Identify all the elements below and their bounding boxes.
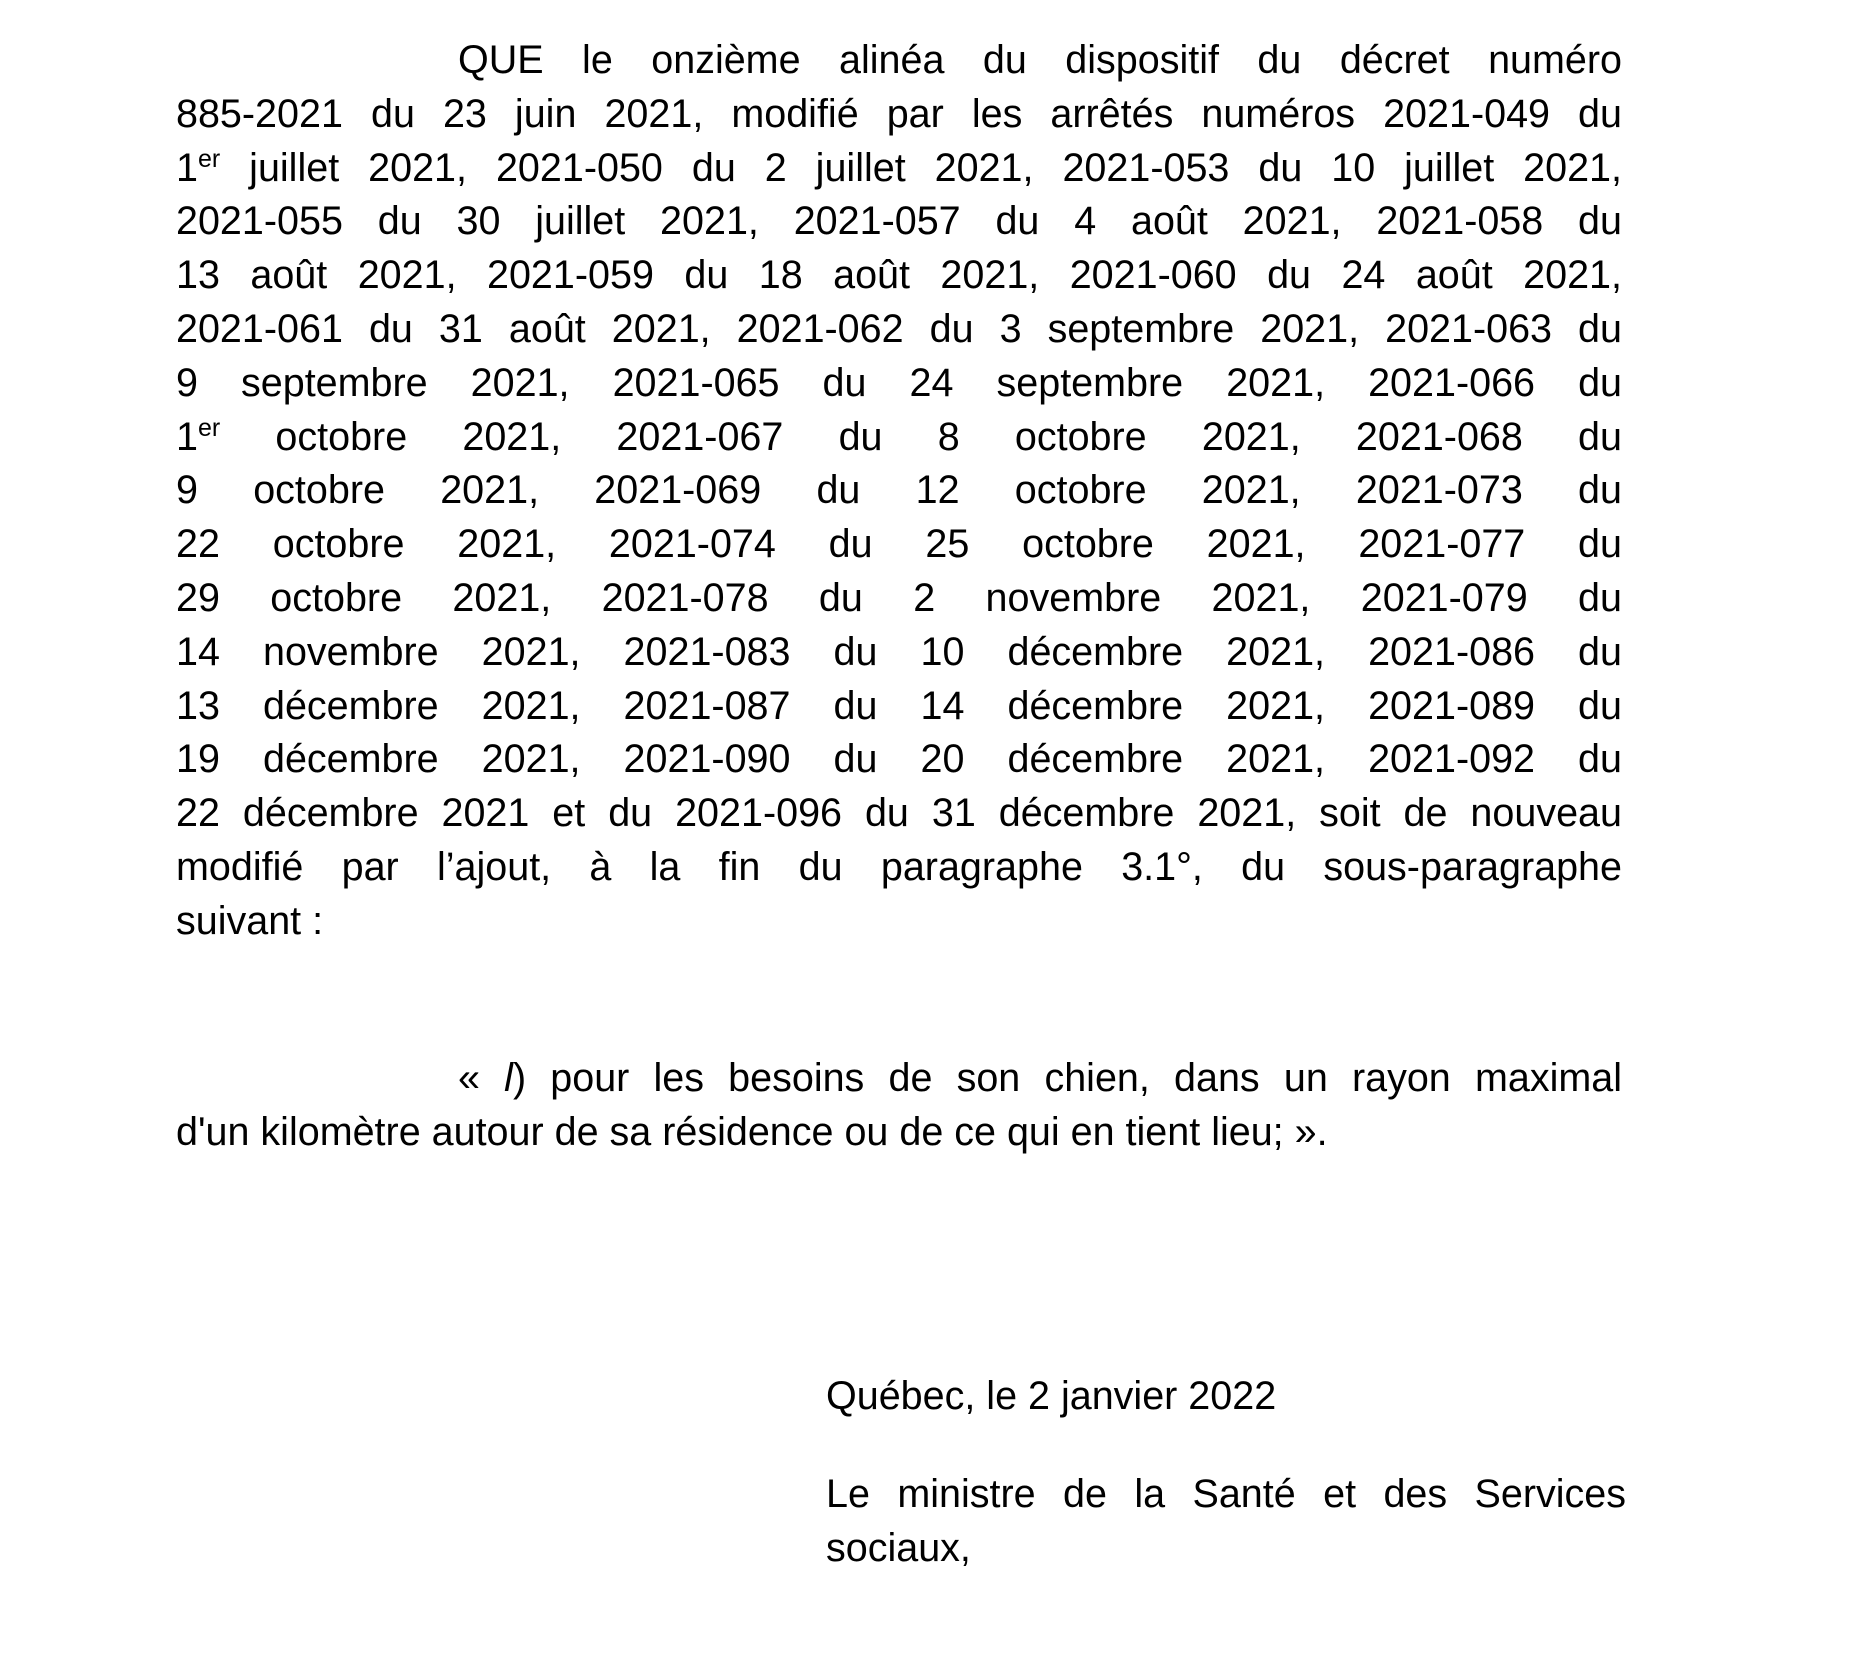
decree-line: 885-2021 du 23 juin 2021, modifié par les arrêtés numéros 2021-049 du (176, 91, 1622, 136)
decree-line: suivant : (176, 898, 324, 943)
decree-line: 22 décembre 2021 et du 2021-096 du 31 décembre 2021, soit de nouveau (176, 791, 1622, 836)
decree-line: 9 octobre 2021, 2021-069 du 12 octobre 2021, 2021-073 du (176, 468, 1622, 513)
subparagraph-letter: l (504, 1056, 513, 1100)
decree-line: 9 septembre 2021, 2021-065 du 24 septembre 2021, 2021-066 du (176, 360, 1622, 405)
decree-line-text: octobre 2021, 2021-067 du 8 octobre 2021, 2021-068 du (220, 414, 1622, 459)
decree-line: QUE le onzième alinéa du dispositif du décret numéro (458, 38, 1622, 82)
ordinal-suffix: er (197, 413, 221, 442)
decree-line-text: juillet 2021, 2021-050 du 2 juillet 2021, 2021-053 du 10 juillet 2021, (220, 145, 1622, 190)
minister-line: Le ministre de la Santé et des Services (826, 1472, 1626, 1516)
decree-line: 13 décembre 2021, 2021-087 du 14 décembre 2021, 2021-089 du (176, 683, 1622, 728)
minister-title (826, 1468, 1626, 1576)
decree-line: 22 octobre 2021, 2021-074 du 25 octobre 2021, 2021-077 du (176, 522, 1622, 567)
quote-open: « (458, 1056, 505, 1100)
ordinal-suffix: er (197, 144, 221, 173)
decree-line-with-ordinal (176, 142, 1622, 196)
decree-line: 13 août 2021, 2021-059 du 18 août 2021, 2021-060 du 24 août 2021, (176, 253, 1622, 298)
minister-line: sociaux, (826, 1525, 971, 1570)
decree-line: 2021-055 du 30 juillet 2021, 2021-057 du 4 août 2021, 2021-058 du (176, 199, 1622, 244)
ordinal-number: 1 (176, 414, 198, 459)
decree-line: 14 novembre 2021, 2021-083 du 10 décembre 2021, 2021-086 du (176, 629, 1622, 674)
ordinal-number: 1 (176, 145, 198, 190)
decree-line: 29 octobre 2021, 2021-078 du 2 novembre 2021, 2021-079 du (176, 575, 1622, 620)
quote-line (176, 1052, 1622, 1106)
quote-line: d'un kilomètre autour de sa résidence ou de ce qui en tient lieu; ». (176, 1109, 1328, 1154)
quote-text: ) pour les besoins de son chien, dans un rayon maximal (512, 1056, 1622, 1100)
place-date: Québec, le 2 janvier 2022 (826, 1374, 1277, 1418)
decree-line: 19 décembre 2021, 2021-090 du 20 décembre 2021, 2021-092 du (176, 737, 1622, 782)
decree-line: 2021-061 du 31 août 2021, 2021-062 du 3 septembre 2021, 2021-063 du (176, 306, 1622, 351)
quoted-subparagraph (176, 1052, 1622, 1160)
decree-line-with-ordinal (176, 411, 1622, 465)
decree-paragraph (176, 34, 1622, 949)
decree-line: modifié par l’ajout, à la fin du paragraphe 3.1°, du sous-paragraphe (176, 844, 1622, 889)
